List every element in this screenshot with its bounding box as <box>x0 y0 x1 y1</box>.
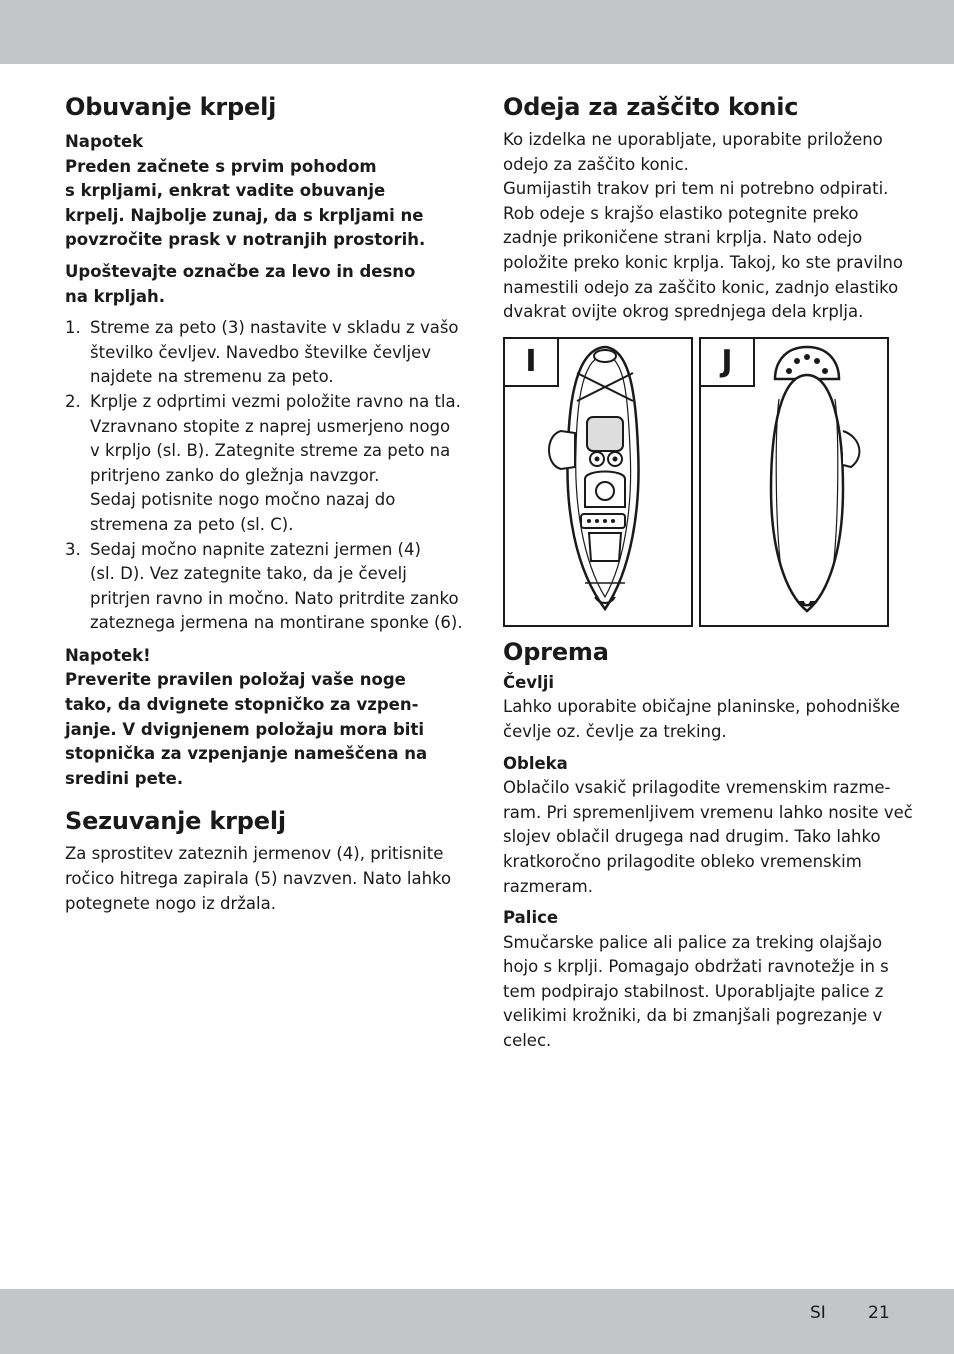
right-column <box>503 90 913 1054</box>
napotek2-text: Preverite pravilen položaj vaše noge tako, da dvignete stopničko za vzpen- janje. V dvignjenem položaju mora biti stopnička za vzpenjanje nameščena na sredini pete. <box>65 670 428 788</box>
heading-sezuvanje: Sezuvanje krpelj <box>65 807 286 836</box>
napotek2-title: Napotek! <box>65 645 151 665</box>
list-item: 3. Sedaj močno napnite zatezni jermen (4) (sl. D). Vez zategnite tako, da je čevelj pritrjen ravno in močno. Nato pritrdite zanko zateznega jermena na montirane sponke (6). <box>65 539 463 633</box>
list-item: 2. Krplje z odprtimi vezmi položite ravno na tla. Vzravnano stopite z naprej usmerjeno nogo v krpljo (sl. B). Zategnite streme za peto na pritrjeno zanko do gležnja navzgor. Sedaj potisnite nogo močno nazaj do stremena za peto (sl. C). <box>65 391 461 534</box>
header-band <box>0 0 954 64</box>
cevlji-title: Čevlji <box>503 672 555 692</box>
napotek-title: Napotek <box>65 132 144 151</box>
page-number: 21 <box>868 1303 890 1323</box>
heading-obuvanje: Obuvanje krpelj <box>65 93 277 121</box>
obleka-title: Obleka <box>503 753 568 773</box>
figure-i <box>503 337 693 627</box>
sezuvanje-text: Za sprostitev zateznih jermenov (4), pritisnite ročico hitrega zapirala (5) navzven. Nato lahko potegnete nogo iz držala. <box>65 844 452 913</box>
figure-label-i: I <box>505 339 559 387</box>
odeja-text: Ko izdelka ne uporabljate, uporabite priloženo odejo za zaščito konic. Gumijastih trakov pri tem ni potrebno odpirati. Rob odeje s krajšo elastiko potegnite preko zadnje prikoničene strani krplja. Nato odejo položite preko konic krplja. Takoj, ko ste pravilno namestili odejo za zaščito konic, zadnjo elastiko dvakrat ovijte okrog sprednjega dela krplja. <box>503 130 903 322</box>
palice-text: Smučarske palice ali palice za treking olajšajo hojo s krplji. Pomagajo obdržati ravnotežje in s tem podpirajo stabilnost. Uporabljajte palice z velikimi krožniki, da bi zmanjšali pogrezanje v celec. <box>503 932 889 1051</box>
figure-label-j: J <box>701 339 755 387</box>
napotek-text: Preden začnete s prvim pohodom s krpljami, enkrat vadite obuvanje krpelj. Najbolje zunaj, da s krpljami ne povzročite prask v notranjih prostorih. <box>65 156 426 250</box>
footer-language: SI <box>810 1303 826 1323</box>
steps-list <box>65 316 463 636</box>
obleka-text: Oblačilo vsakič prilagodite vremenskim razme- ram. Pri spremenljivem vremenu lahko nosite več slojev oblačil drugega nad drugim. Tako lahko kratkoročno prilagodite obleko vremenskim razmeram. <box>503 778 913 896</box>
left-column <box>65 90 463 916</box>
upostevajte-note: Upoštevajte označbe za levo in desno na krpljah. <box>65 261 416 306</box>
cevlji-text: Lahko uporabite običajne planinske, pohodniške čevlje oz. čevlje za treking. <box>503 697 900 741</box>
heading-oprema: Oprema <box>503 637 609 666</box>
figure-j <box>699 337 889 627</box>
palice-title: Palice <box>503 908 559 928</box>
list-item: 1. Streme za peto (3) nastavite v skladu z vašo številko čevljev. Navedbo številke čevljev najdete na stremenu za peto. <box>65 318 459 387</box>
heading-odeja: Odeja za zaščito konic <box>503 93 799 121</box>
figures-row <box>503 337 891 629</box>
